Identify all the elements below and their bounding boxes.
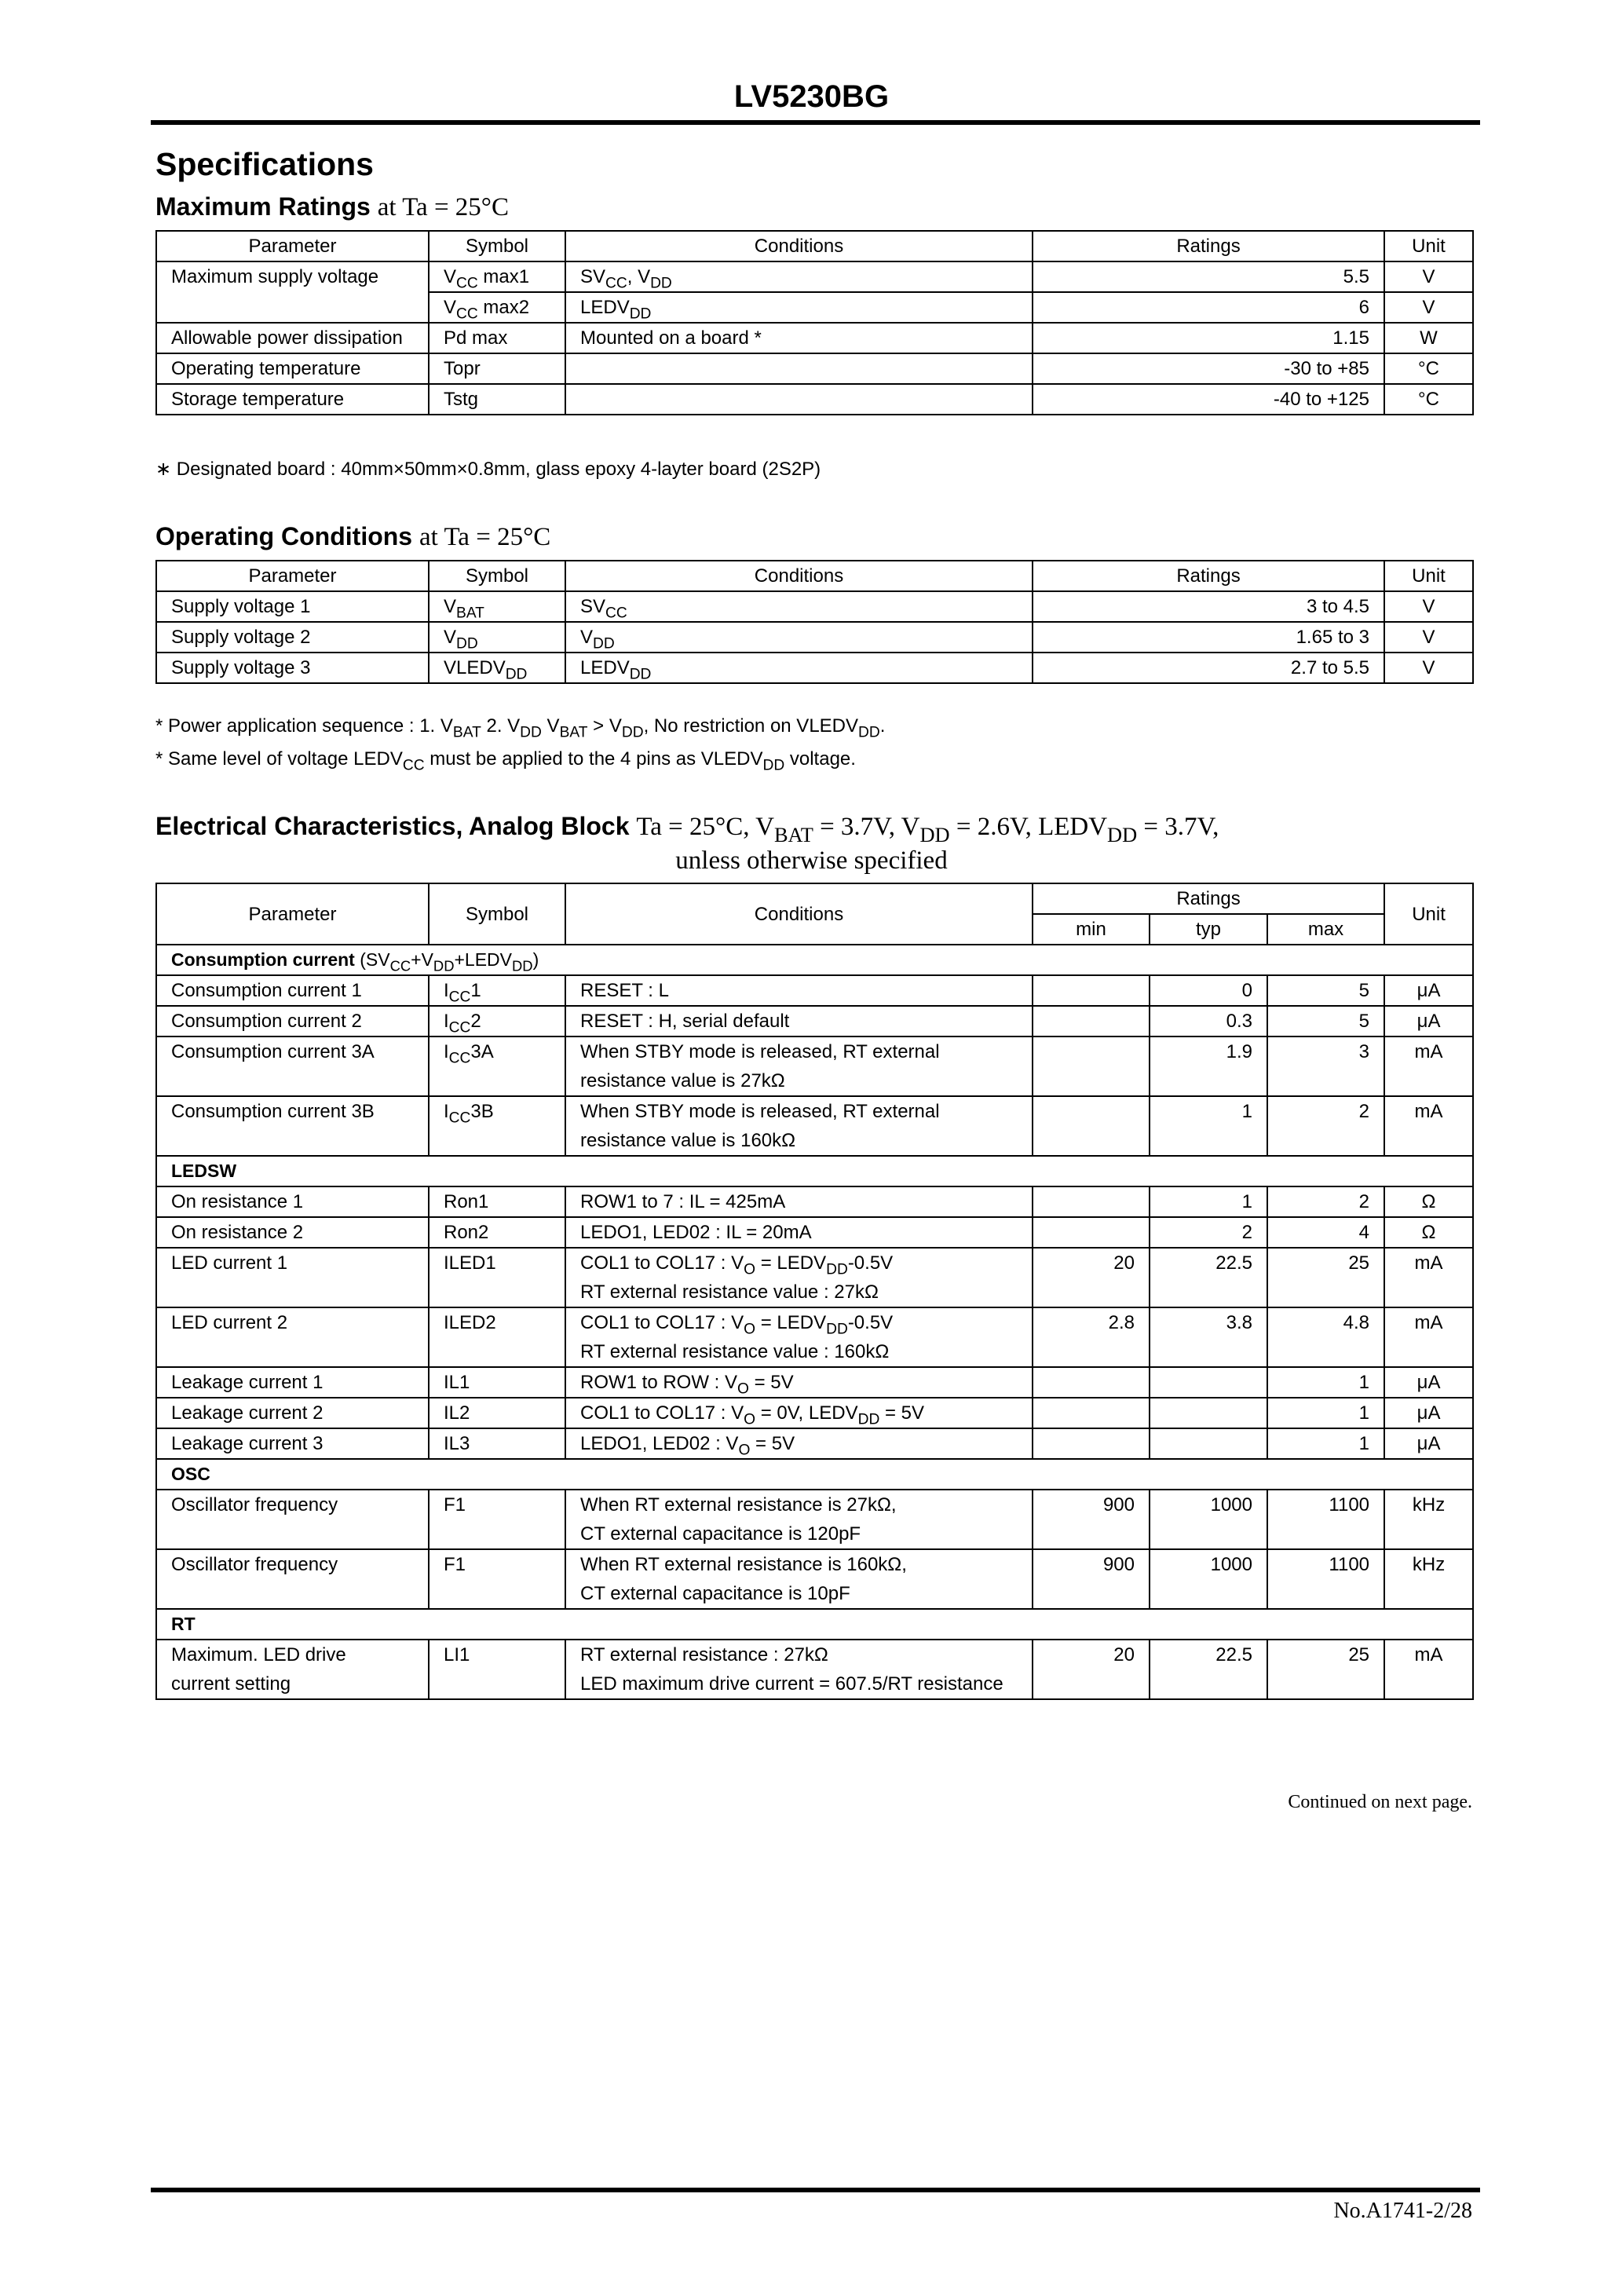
- table-row: [156, 1398, 1473, 1428]
- page-number: No.A1741-2/28: [1333, 2199, 1472, 2223]
- conditions-cell: ROW1 to ROW : $V_O = 5V$: [565, 1367, 1033, 1398]
- unit-cell: W: [1384, 323, 1473, 353]
- symbol-cell: IL1: [429, 1367, 565, 1398]
- symbol-cell: ILED1: [429, 1248, 565, 1307]
- min-cell: [1033, 1096, 1150, 1156]
- min-cell: 900: [1033, 1549, 1150, 1609]
- table-row: [156, 353, 1473, 384]
- max-cell: 5: [1267, 1006, 1384, 1036]
- table-row: [156, 591, 1473, 622]
- typ-cell: [1150, 1428, 1267, 1459]
- symbol-cell: $I_{CC}1$: [429, 975, 565, 1006]
- table-row: [156, 261, 1473, 292]
- parameter-cell: Supply voltage 2: [156, 622, 429, 653]
- conditions-cell: $LEDV_{DD}$: [565, 653, 1033, 683]
- parameter-cell: Operating temperature: [156, 353, 429, 384]
- column-header: Ratings: [1033, 231, 1384, 261]
- conditions-cell: LEDO1, LED02 : IL = 20mA: [565, 1217, 1033, 1248]
- min-cell: 20: [1033, 1248, 1150, 1307]
- conditions-cell: [565, 384, 1033, 415]
- unit-cell: mA: [1384, 1248, 1473, 1307]
- symbol-cell: Ron2: [429, 1217, 565, 1248]
- unit-cell: μA: [1384, 975, 1473, 1006]
- conditions-cell: $SV_{CC}$, $V_{DD}$: [565, 261, 1033, 292]
- column-header: typ: [1150, 914, 1267, 945]
- min-cell: [1033, 1217, 1150, 1248]
- typ-cell: 3.8: [1150, 1307, 1267, 1367]
- max-ratings-table: [155, 230, 1474, 415]
- min-cell: [1033, 1006, 1150, 1036]
- conditions-cell: RESET : L: [565, 975, 1033, 1006]
- unit-cell: Ω: [1384, 1217, 1473, 1248]
- min-cell: [1033, 1036, 1150, 1096]
- unit-cell: V: [1384, 653, 1473, 683]
- symbol-cell: ILED2: [429, 1307, 565, 1367]
- typ-cell: 0: [1150, 975, 1267, 1006]
- parameter-cell: On resistance 1: [156, 1186, 429, 1217]
- typ-cell: 2: [1150, 1217, 1267, 1248]
- column-header: Conditions: [565, 561, 1033, 591]
- typ-cell: [1150, 1398, 1267, 1428]
- column-header: Symbol: [429, 883, 565, 945]
- typ-cell: 1: [1150, 1186, 1267, 1217]
- footer-rule: [151, 2188, 1480, 2192]
- rating-cell: 5.5: [1033, 261, 1384, 292]
- max-cell: 2: [1267, 1096, 1384, 1156]
- unit-cell: kHz: [1384, 1549, 1473, 1609]
- conditions-cell: COL1 to COL17 : $V_O = 0V$, $LEDV_{DD} = 5V$: [565, 1398, 1033, 1428]
- document-title: LV5230BG: [733, 79, 890, 114]
- parameter-cell: Oscillator frequency: [156, 1549, 429, 1609]
- conditions-cell: COL1 to COL17 : $V_O$ = $LEDV_{DD}-0.5V$ RT external resistance value : 27kΩ: [565, 1248, 1033, 1307]
- group-row: [156, 945, 1473, 975]
- conditions-cell: Mounted on a board *: [565, 323, 1033, 353]
- unit-cell: μA: [1384, 1428, 1473, 1459]
- unit-cell: μA: [1384, 1006, 1473, 1036]
- symbol-cell: $V_{CC}$ max2: [429, 292, 565, 323]
- elec-condition-line-2: unless otherwise specified: [675, 846, 948, 875]
- symbol-cell: Pd max: [429, 323, 565, 353]
- parameter-cell: Consumption current 3A: [156, 1036, 429, 1096]
- column-header: Ratings: [1033, 883, 1384, 914]
- max-cell: 1: [1267, 1428, 1384, 1459]
- parameter-cell: On resistance 2: [156, 1217, 429, 1248]
- min-cell: 900: [1033, 1490, 1150, 1549]
- column-header: Symbol: [429, 561, 565, 591]
- table-row: [156, 1036, 1473, 1096]
- unit-cell: Ω: [1384, 1186, 1473, 1217]
- table-row: [156, 1428, 1473, 1459]
- rating-cell: 3 to 4.5: [1033, 591, 1384, 622]
- group-row: [156, 1156, 1473, 1186]
- table-row: [156, 1186, 1473, 1217]
- column-header: Parameter: [156, 231, 429, 261]
- symbol-cell: $I_{CC}3A$: [429, 1036, 565, 1096]
- conditions-cell: RESET : H, serial default: [565, 1006, 1033, 1036]
- min-cell: [1033, 1398, 1150, 1428]
- table-row: [156, 653, 1473, 683]
- table-row: [156, 1096, 1473, 1156]
- min-cell: [1033, 1428, 1150, 1459]
- parameter-cell: Allowable power dissipation: [156, 323, 429, 353]
- unit-cell: V: [1384, 292, 1473, 323]
- rating-cell: 1.65 to 3: [1033, 622, 1384, 653]
- symbol-cell: $V_{BAT}$: [429, 591, 565, 622]
- table-row: [156, 323, 1473, 353]
- table-row: [156, 1549, 1473, 1609]
- min-cell: 2.8: [1033, 1307, 1150, 1367]
- unit-cell: mA: [1384, 1096, 1473, 1156]
- table-row: [156, 622, 1473, 653]
- elec-table: [155, 883, 1474, 1700]
- table-row: [156, 1640, 1473, 1699]
- continued-note: Continued on next page.: [1288, 1792, 1472, 1812]
- max-cell: 3: [1267, 1036, 1384, 1096]
- symbol-cell: Topr: [429, 353, 565, 384]
- conditions-cell: LEDO1, LED02 : $V_O = 5V$: [565, 1428, 1033, 1459]
- group-label: LEDSW: [156, 1156, 1473, 1186]
- rating-cell: -40 to +125: [1033, 384, 1384, 415]
- group-row: [156, 1609, 1473, 1640]
- parameter-cell: Leakage current 2: [156, 1398, 429, 1428]
- symbol-cell: Tstg: [429, 384, 565, 415]
- unit-cell: μA: [1384, 1398, 1473, 1428]
- column-header: Unit: [1384, 561, 1473, 591]
- min-cell: [1033, 1186, 1150, 1217]
- conditions-cell: [565, 353, 1033, 384]
- conditions-cell: When RT external resistance is 27kΩ, CT external capacitance is 120pF: [565, 1490, 1033, 1549]
- conditions-cell: When STBY mode is released, RT external resistance value is 27kΩ: [565, 1036, 1033, 1096]
- symbol-cell: Ron1: [429, 1186, 565, 1217]
- symbol-cell: $V_{CC}$ max1: [429, 261, 565, 292]
- table-header-row: [156, 883, 1473, 914]
- parameter-cell: Consumption current 2: [156, 1006, 429, 1036]
- unit-cell: mA: [1384, 1307, 1473, 1367]
- column-header: Ratings: [1033, 561, 1384, 591]
- conditions-cell: COL1 to COL17 : $V_O$ = $LEDV_{DD}-0.5V$ RT external resistance value : 160kΩ: [565, 1307, 1033, 1367]
- parameter-cell: Maximum supply voltage: [156, 261, 429, 323]
- table-row: [156, 1490, 1473, 1549]
- column-header: Unit: [1384, 231, 1473, 261]
- unit-cell: μA: [1384, 1367, 1473, 1398]
- unit-cell: V: [1384, 622, 1473, 653]
- typ-cell: 0.3: [1150, 1006, 1267, 1036]
- parameter-cell: Leakage current 1: [156, 1367, 429, 1398]
- column-header: max: [1267, 914, 1384, 945]
- conditions-cell: ROW1 to 7 : IL = 425mA: [565, 1186, 1033, 1217]
- group-label: Consumption current $(SV_{CC}+V_{DD}+LEDV_{DD})$: [156, 945, 1473, 975]
- parameter-cell: LED current 1: [156, 1248, 429, 1307]
- op-conditions-condition: at Ta = 25°C: [419, 523, 551, 551]
- symbol-cell: $I_{CC}2$: [429, 1006, 565, 1036]
- conditions-cell: $V_{DD}$: [565, 622, 1033, 653]
- column-header: Conditions: [565, 883, 1033, 945]
- max-cell: 2: [1267, 1186, 1384, 1217]
- typ-cell: 22.5: [1150, 1640, 1267, 1699]
- parameter-cell: Consumption current 3B: [156, 1096, 429, 1156]
- max-ratings-heading: [155, 190, 509, 224]
- table-row: [156, 1217, 1473, 1248]
- page-heading: Specifications: [155, 146, 374, 182]
- symbol-cell: IL3: [429, 1428, 565, 1459]
- conditions-cell: $SV_{CC}$: [565, 591, 1033, 622]
- conditions-cell: When STBY mode is released, RT external resistance value is 160kΩ: [565, 1096, 1033, 1156]
- elec-condition: Ta = 25°C, $V_{BAT} = 3.7V$, $V_{DD} = 2.6V$, $LEDV_{DD} = 3.7V$,: [636, 813, 1219, 847]
- op-conditions-note-1: * Power application sequence : 1. $V_{BAT}$ 2. $V_{DD}$ $V_{BAT} > V_{DD}$, No restriction on $VLEDV_{DD}$.: [155, 715, 886, 741]
- max-cell: 1: [1267, 1367, 1384, 1398]
- symbol-cell: F1: [429, 1490, 565, 1549]
- symbol-cell: LI1: [429, 1640, 565, 1699]
- column-header: min: [1033, 914, 1150, 945]
- unit-cell: mA: [1384, 1640, 1473, 1699]
- op-conditions-note-2: * Same level of voltage $LEDV_{CC}$ must be applied to the 4 pins as $VLEDV_{DD}$ voltage.: [155, 748, 856, 774]
- conditions-cell: RT external resistance : 27kΩ LED maximum drive current = 607.5/RT resistance: [565, 1640, 1033, 1699]
- typ-cell: 1.9: [1150, 1036, 1267, 1096]
- table-row: [156, 975, 1473, 1006]
- conditions-cell: When RT external resistance is 160kΩ, CT external capacitance is 10pF: [565, 1549, 1033, 1609]
- column-header: Unit: [1384, 883, 1473, 945]
- table-row: [156, 1307, 1473, 1367]
- max-cell: 1100: [1267, 1490, 1384, 1549]
- max-ratings-title: Maximum Ratings: [155, 192, 371, 221]
- max-cell: 5: [1267, 975, 1384, 1006]
- max-cell: 1100: [1267, 1549, 1384, 1609]
- min-cell: [1033, 975, 1150, 1006]
- column-header: Conditions: [565, 231, 1033, 261]
- header-rule: [151, 120, 1480, 125]
- symbol-cell: $VLEDV_{DD}$: [429, 653, 565, 683]
- op-conditions-table: [155, 560, 1474, 684]
- symbol-cell: $I_{CC}3B$: [429, 1096, 565, 1156]
- op-conditions-title: Operating Conditions: [155, 522, 413, 550]
- typ-cell: [1150, 1367, 1267, 1398]
- op-conditions-heading: [155, 520, 550, 554]
- typ-cell: 1: [1150, 1096, 1267, 1156]
- parameter-cell: Oscillator frequency: [156, 1490, 429, 1549]
- group-label: RT: [156, 1609, 1473, 1640]
- rating-cell: 6: [1033, 292, 1384, 323]
- max-cell: 4.8: [1267, 1307, 1384, 1367]
- unit-cell: mA: [1384, 1036, 1473, 1096]
- max-cell: 25: [1267, 1640, 1384, 1699]
- column-header: Symbol: [429, 231, 565, 261]
- rating-cell: 1.15: [1033, 323, 1384, 353]
- table-header-row: [156, 561, 1473, 591]
- table-row: [156, 1248, 1473, 1307]
- parameter-cell: Maximum. LED drive current setting: [156, 1640, 429, 1699]
- conditions-cell: $LEDV_{DD}$: [565, 292, 1033, 323]
- typ-cell: 1000: [1150, 1490, 1267, 1549]
- typ-cell: 1000: [1150, 1549, 1267, 1609]
- elec-heading: [155, 810, 1219, 847]
- table-row: [156, 1367, 1473, 1398]
- typ-cell: 22.5: [1150, 1248, 1267, 1307]
- elec-title: Electrical Characteristics, Analog Block: [155, 812, 630, 840]
- group-row: [156, 1459, 1473, 1490]
- parameter-cell: Storage temperature: [156, 384, 429, 415]
- parameter-cell: Leakage current 3: [156, 1428, 429, 1459]
- unit-cell: kHz: [1384, 1490, 1473, 1549]
- unit-cell: V: [1384, 591, 1473, 622]
- rating-cell: 2.7 to 5.5: [1033, 653, 1384, 683]
- max-ratings-condition: at Ta = 25°C: [377, 193, 510, 221]
- table-row: [156, 384, 1473, 415]
- min-cell: 20: [1033, 1640, 1150, 1699]
- unit-cell: V: [1384, 261, 1473, 292]
- unit-cell: °C: [1384, 353, 1473, 384]
- rating-cell: -30 to +85: [1033, 353, 1384, 384]
- table-header-row: [156, 231, 1473, 261]
- unit-cell: °C: [1384, 384, 1473, 415]
- table-row: [156, 1006, 1473, 1036]
- group-label: OSC: [156, 1459, 1473, 1490]
- parameter-cell: Consumption current 1: [156, 975, 429, 1006]
- symbol-cell: F1: [429, 1549, 565, 1609]
- parameter-cell: LED current 2: [156, 1307, 429, 1367]
- max-cell: 1: [1267, 1398, 1384, 1428]
- max-cell: 25: [1267, 1248, 1384, 1307]
- min-cell: [1033, 1367, 1150, 1398]
- symbol-cell: $V_{DD}$: [429, 622, 565, 653]
- column-header: Parameter: [156, 561, 429, 591]
- max-cell: 4: [1267, 1217, 1384, 1248]
- parameter-cell: Supply voltage 1: [156, 591, 429, 622]
- parameter-cell: Supply voltage 3: [156, 653, 429, 683]
- column-header: Parameter: [156, 883, 429, 945]
- max-ratings-footnote: ∗ Designated board : 40mm×50mm×0.8mm, glass epoxy 4-layter board (2S2P): [155, 459, 821, 480]
- symbol-cell: IL2: [429, 1398, 565, 1428]
